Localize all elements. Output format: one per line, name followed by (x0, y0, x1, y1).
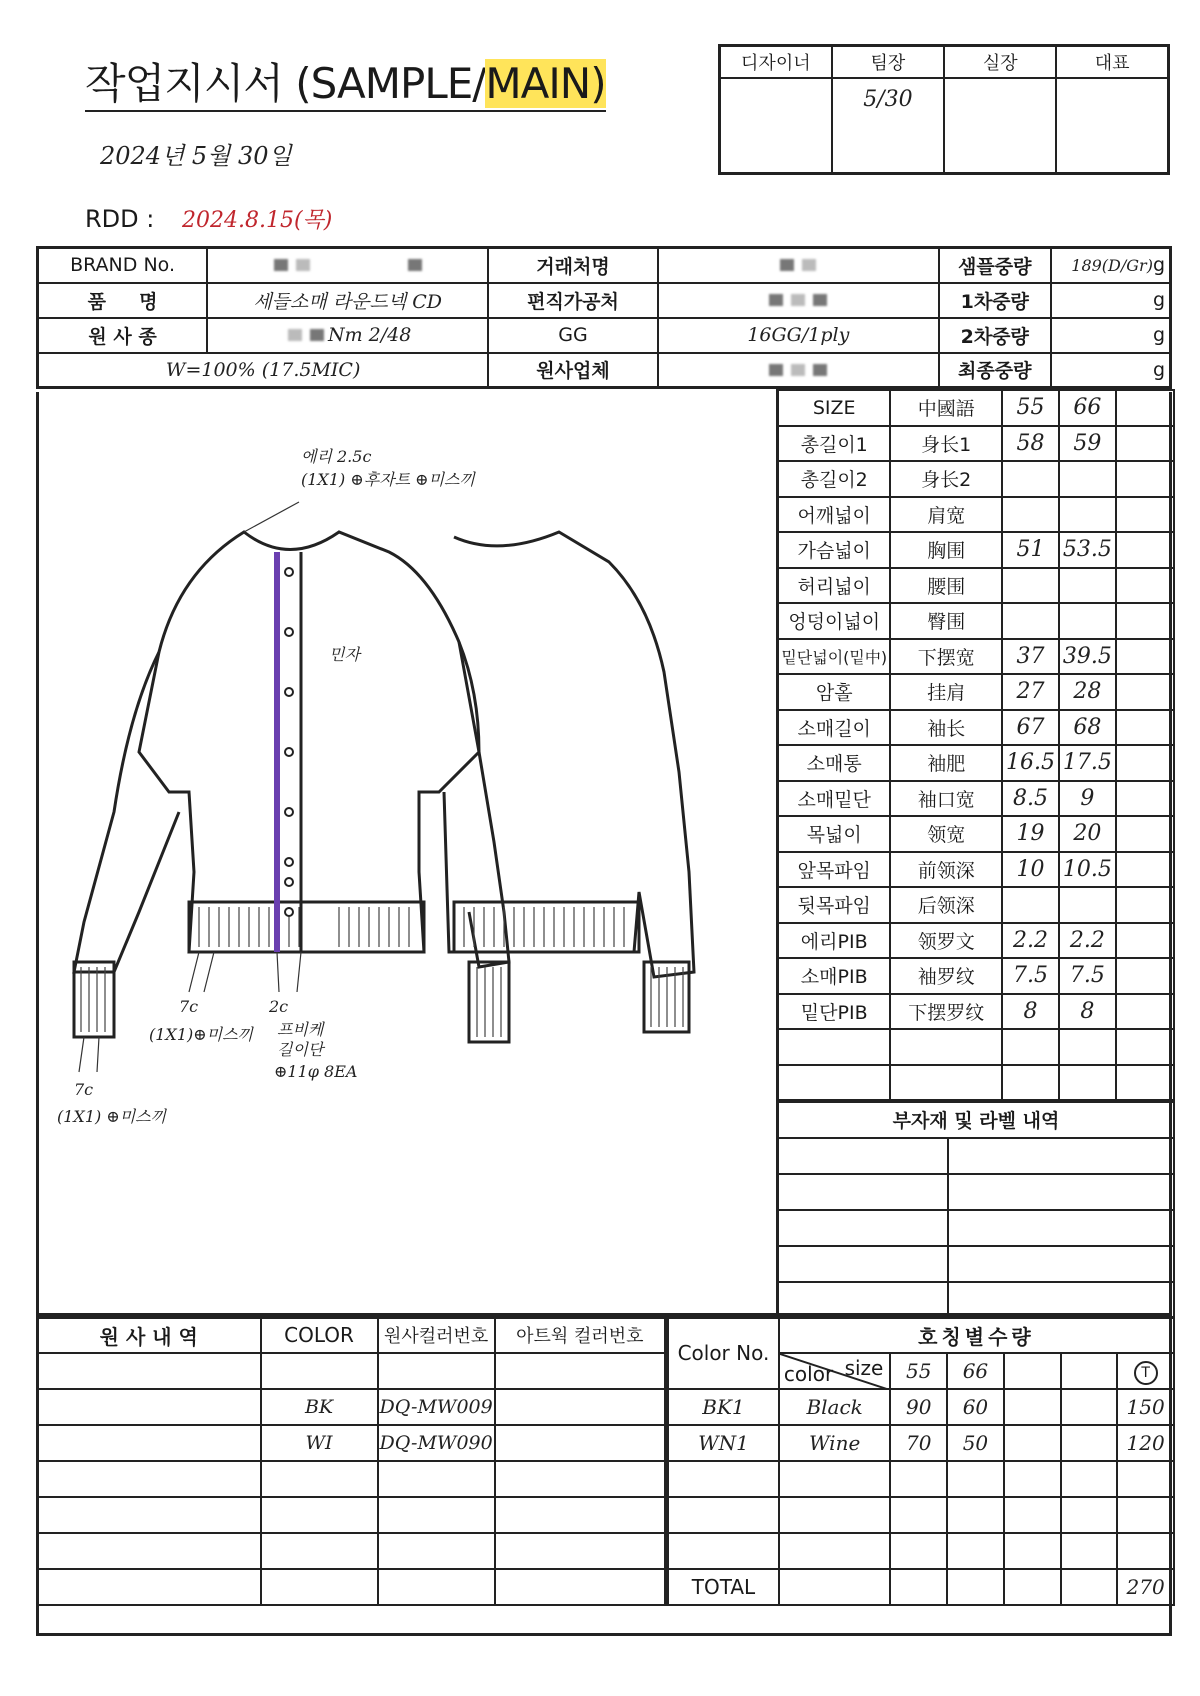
rdd-label: RDD : (85, 205, 155, 233)
accessory-detail[interactable] (948, 1174, 1175, 1210)
spec-value-55[interactable]: 58 (1002, 426, 1059, 462)
qty-extra[interactable] (1004, 1497, 1061, 1533)
spec-label: 가슴넓이 (778, 532, 891, 568)
yarn-desc[interactable] (37, 1461, 261, 1497)
spec-label (778, 1029, 891, 1065)
spec-label-cn: 袖口宽 (890, 781, 1002, 817)
buttons-annotation: ⊕11φ 8EA (274, 1062, 358, 1081)
client-label: 거래처명 (488, 248, 657, 283)
size-axis-label: size (844, 1356, 884, 1380)
color-axis-label: color (783, 1362, 834, 1386)
spec-value-55[interactable] (1002, 603, 1059, 639)
accessory-item[interactable] (778, 1210, 948, 1246)
spec-label-cn: 领罗文 (890, 923, 1002, 959)
spec-label: 총길이2 (778, 461, 891, 497)
spec-value-66[interactable] (1059, 1065, 1116, 1101)
title-text: 작업지시서 (SAMPLE/ (85, 59, 486, 108)
artwork-color-no[interactable] (495, 1425, 665, 1461)
artwork-color-no[interactable] (495, 1569, 665, 1605)
client-value (658, 248, 939, 283)
gg-label: GG (488, 318, 657, 353)
knitting-value (658, 283, 939, 318)
yarn-type-value[interactable] (207, 318, 488, 353)
artwork-color-no[interactable] (495, 1389, 665, 1425)
size-spec-table (776, 389, 1175, 1101)
spec-label-cn: 袖肥 (890, 745, 1002, 781)
main-section (36, 392, 1172, 1316)
spec-row (778, 532, 1175, 568)
qty-66[interactable] (947, 1497, 1004, 1533)
qty-size-blank (1004, 1353, 1061, 1389)
yarn-color-no[interactable] (378, 1569, 495, 1605)
qty-color-name[interactable] (779, 1497, 890, 1533)
qty-row-total[interactable]: 120 (1117, 1425, 1174, 1461)
spec-row (778, 887, 1175, 923)
approval-ceo-signature[interactable] (1056, 78, 1168, 174)
spec-row (778, 852, 1175, 888)
spec-label: 암홀 (778, 674, 891, 710)
placket-annotation: 2c (269, 997, 289, 1016)
spec-row (778, 497, 1175, 533)
yarn-color[interactable]: BK (261, 1389, 378, 1425)
accessory-detail[interactable] (948, 1246, 1175, 1282)
final-weight-value[interactable]: g (1051, 353, 1171, 388)
accessory-row (778, 1282, 1175, 1318)
sample-weight-value[interactable] (1051, 248, 1171, 283)
rdd-field (85, 203, 332, 234)
qty-extra[interactable] (1061, 1425, 1118, 1461)
spec-label: 어깨넓이 (778, 497, 891, 533)
qty-extra[interactable] (1061, 1389, 1118, 1425)
cuff-detail-annotation: (1X1) ⊕미스끼 (57, 1107, 167, 1126)
yarn-details-header: 원 사 내 역 (37, 1317, 261, 1353)
unit-g: g (1152, 254, 1165, 277)
spec-row (778, 461, 1175, 497)
spec-value-66[interactable] (1059, 887, 1116, 923)
qty-row-total[interactable]: 150 (1117, 1389, 1174, 1425)
spec-label-cn: 挂肩 (890, 674, 1002, 710)
qty-55[interactable] (890, 1497, 947, 1533)
spec-row (778, 816, 1175, 852)
spec-value-extra[interactable] (1116, 1065, 1174, 1101)
yarn-desc[interactable] (37, 1497, 261, 1533)
yarn-color[interactable] (261, 1497, 378, 1533)
yarn-row (37, 1569, 665, 1605)
document-date: 2024년 5월 30일 (100, 142, 292, 170)
artwork-color-no-header: 아트웍 컬러번호 (495, 1317, 665, 1353)
spec-value-55[interactable]: 19 (1002, 816, 1059, 852)
yarn-color-no[interactable]: DQ-MW009 (378, 1389, 495, 1425)
spec-value-66[interactable]: 7.5 (1059, 958, 1116, 994)
spec-value-66[interactable]: 8 (1059, 994, 1116, 1030)
qty-color-no[interactable]: BK1 (668, 1389, 779, 1425)
accessory-item[interactable] (778, 1282, 948, 1318)
qty-55[interactable] (890, 1533, 947, 1569)
qty-size-blank (1061, 1353, 1118, 1389)
yarn-row (37, 1497, 665, 1533)
accessory-detail[interactable] (948, 1210, 1175, 1246)
spec-value-extra[interactable] (1116, 923, 1174, 959)
yarn-type-text: Nm 2/48 (328, 324, 412, 346)
garment-sketch (39, 392, 779, 1312)
artwork-color-no[interactable] (495, 1353, 665, 1389)
spec-row (778, 568, 1175, 604)
spec-row (778, 745, 1175, 781)
first-weight-label: 1차중량 (939, 283, 1051, 318)
spec-value-55[interactable] (1002, 497, 1059, 533)
qty-row (668, 1461, 1175, 1497)
placket-detail1-annotation: 프비케 (277, 1020, 324, 1039)
spec-row (778, 958, 1175, 994)
spec-value-extra[interactable] (1116, 639, 1174, 675)
yarn-row (37, 1425, 665, 1461)
yarn-vendor-label: 원사업체 (488, 353, 657, 388)
artwork-color-no[interactable] (495, 1497, 665, 1533)
qty-row (668, 1425, 1175, 1461)
cardigan-illustration (39, 392, 779, 1312)
spec-value-extra[interactable] (1116, 745, 1174, 781)
spec-row (778, 603, 1175, 639)
collar-detail-annotation: (1X1) ⊕후자트 ⊕미스끼 (301, 470, 475, 489)
yarn-color-no[interactable] (378, 1533, 495, 1569)
accessory-row (778, 1138, 1175, 1174)
grand-total-value[interactable]: 270 (1117, 1569, 1174, 1605)
hem-detail-annotation: (1X1)⊕미스끼 (149, 1025, 254, 1044)
spec-label-cn: 肩宽 (890, 497, 1002, 533)
yarn-color[interactable]: WI (261, 1425, 378, 1461)
spec-value-66[interactable] (1059, 603, 1116, 639)
spec-value-extra[interactable] (1116, 426, 1174, 462)
yarn-color-no[interactable] (378, 1353, 495, 1389)
approval-designer-signature[interactable] (720, 78, 832, 174)
spec-value-55[interactable] (1002, 1065, 1059, 1101)
yarn-color[interactable] (261, 1569, 378, 1605)
artwork-color-no[interactable] (495, 1533, 665, 1569)
color-header: COLOR (261, 1317, 378, 1353)
collar-annotation: 에리 2.5c (301, 447, 372, 466)
spec-row (778, 710, 1175, 746)
yarn-desc[interactable] (37, 1569, 261, 1605)
document-title (85, 58, 606, 112)
spec-value-extra[interactable] (1116, 710, 1174, 746)
qty-color-name[interactable]: Black (779, 1389, 890, 1425)
accessory-item[interactable] (778, 1246, 948, 1282)
qty-55[interactable] (890, 1461, 947, 1497)
qty-total-row (668, 1569, 1175, 1605)
qty-color-no[interactable] (668, 1461, 779, 1497)
spec-label: 소매PIB (778, 958, 891, 994)
qty-row-total[interactable] (1117, 1497, 1174, 1533)
spec-label-cn: 后领深 (890, 887, 1002, 923)
rdd-value: 2024.8.15(목) (182, 208, 333, 233)
approval-ceo-label: 대표 (1056, 46, 1168, 78)
spec-label-cn: 袖罗纹 (890, 958, 1002, 994)
spec-value-extra[interactable] (1116, 568, 1174, 604)
spec-label (778, 1065, 891, 1101)
qty-row-total[interactable] (1117, 1533, 1174, 1569)
approval-teamlead-signature[interactable]: 5/30 (832, 78, 944, 174)
spec-value-66[interactable]: 10.5 (1059, 852, 1116, 888)
qty-size-55: 55 (890, 1353, 947, 1389)
qty-color-no[interactable] (668, 1497, 779, 1533)
spec-row (778, 994, 1175, 1030)
qty-55[interactable]: 90 (890, 1389, 947, 1425)
spec-label-cn: 领宽 (890, 816, 1002, 852)
color-no-header: Color No. (668, 1317, 779, 1389)
spec-value-55[interactable]: 67 (1002, 710, 1059, 746)
yarn-row (37, 1533, 665, 1569)
spec-value-66[interactable]: 68 (1059, 710, 1116, 746)
spec-label: 소매밑단 (778, 781, 891, 817)
spec-label: 뒷목파임 (778, 887, 891, 923)
spec-value-66[interactable]: 39.5 (1059, 639, 1116, 675)
spec-row (778, 674, 1175, 710)
accessory-item[interactable] (778, 1138, 948, 1174)
spec-row (778, 1029, 1175, 1065)
approval-manager-signature[interactable] (944, 78, 1056, 174)
spec-label-cn: 前领深 (890, 852, 1002, 888)
spec-label: 엉덩이넓이 (778, 603, 891, 639)
sample-weight-label: 샘플중량 (939, 248, 1051, 283)
cuff-annotation: 7c (74, 1080, 94, 1099)
yarn-color-no-header: 원사컬러번호 (378, 1317, 495, 1353)
spec-value-55[interactable]: 10 (1002, 852, 1059, 888)
product-info-table (36, 246, 1172, 389)
spec-value-extra[interactable] (1116, 603, 1174, 639)
spec-label: 밑단넓이(밑中) (778, 639, 891, 675)
qty-66[interactable]: 50 (947, 1425, 1004, 1461)
brand-no-label: BRAND No. (38, 248, 208, 283)
spec-value-extra[interactable] (1116, 852, 1174, 888)
qty-row (668, 1497, 1175, 1533)
size-55-header: 55 (1002, 390, 1059, 426)
spec-label-cn: 腰围 (890, 568, 1002, 604)
qty-color-name[interactable]: Wine (779, 1425, 890, 1461)
total-column-header (1117, 1353, 1174, 1389)
spec-value-55[interactable]: 8 (1002, 994, 1059, 1030)
spec-row (778, 1065, 1175, 1101)
body-annotation: 민자 (329, 645, 360, 664)
yarn-color-no[interactable]: DQ-MW090 (378, 1425, 495, 1461)
qty-color-no[interactable]: WN1 (668, 1425, 779, 1461)
spec-value-55[interactable]: 7.5 (1002, 958, 1059, 994)
spec-value-extra[interactable] (1116, 1029, 1174, 1065)
total-label: TOTAL (668, 1569, 779, 1605)
yarn-color-no[interactable] (378, 1497, 495, 1533)
approval-box (718, 44, 1170, 175)
quantity-by-size-table (666, 1316, 1175, 1606)
qty-extra[interactable] (1004, 1425, 1061, 1461)
accessory-row (778, 1174, 1175, 1210)
spec-value-55[interactable]: 2.2 (1002, 923, 1059, 959)
qty-color-name[interactable] (779, 1461, 890, 1497)
product-name-value[interactable]: 세들소매 라운드넥 CD (207, 283, 488, 318)
qty-size-66: 66 (947, 1353, 1004, 1389)
spec-row (778, 426, 1175, 462)
qty-66[interactable] (947, 1533, 1004, 1569)
spec-value-66[interactable] (1059, 461, 1116, 497)
spec-value-extra[interactable] (1116, 958, 1174, 994)
spec-row (778, 923, 1175, 959)
spec-label-cn: 身长1 (890, 426, 1002, 462)
sample-weight-text: 189(D/Gr) (1071, 256, 1153, 276)
first-weight-value[interactable]: g (1051, 283, 1171, 318)
spec-value-55[interactable] (1002, 461, 1059, 497)
yarn-details-table (36, 1316, 666, 1606)
bottom-section (36, 1316, 1172, 1636)
yarn-color[interactable] (261, 1353, 378, 1389)
spec-value-55[interactable]: 27 (1002, 674, 1059, 710)
composition-value[interactable]: W=100% (17.5MIC) (38, 353, 489, 388)
qty-extra[interactable] (1004, 1389, 1061, 1425)
approval-designer-label: 디자이너 (720, 46, 832, 78)
spec-row (778, 639, 1175, 675)
qty-66[interactable] (947, 1461, 1004, 1497)
placket-detail2-annotation: 길이단 (277, 1040, 324, 1059)
size-header-row (778, 390, 1175, 426)
approval-manager-label: 실장 (944, 46, 1056, 78)
total-t-icon: T (1134, 1361, 1158, 1385)
yarn-desc[interactable] (37, 1389, 261, 1425)
spec-label-cn: 下摆罗纹 (890, 994, 1002, 1030)
hem-annotation: 7c (179, 997, 199, 1016)
accessories-title: 부자재 및 라벨 내역 (778, 1102, 1175, 1138)
qty-extra[interactable] (1061, 1461, 1118, 1497)
qty-color-no[interactable] (668, 1533, 779, 1569)
spec-value-66[interactable] (1059, 568, 1116, 604)
knitting-label: 편직가공처 (488, 283, 657, 318)
yarn-color-no[interactable] (378, 1461, 495, 1497)
qty-row (668, 1533, 1175, 1569)
yarn-row (37, 1389, 665, 1425)
qty-55[interactable]: 70 (890, 1425, 947, 1461)
spec-value-66[interactable] (1059, 497, 1116, 533)
spec-label: 소매길이 (778, 710, 891, 746)
spec-label-cn: 身长2 (890, 461, 1002, 497)
yarn-type-label: 원 사 종 (38, 318, 208, 353)
spec-value-extra[interactable] (1116, 461, 1174, 497)
yarn-desc[interactable] (37, 1353, 261, 1389)
spec-value-66[interactable]: 17.5 (1059, 745, 1116, 781)
accessory-detail[interactable] (948, 1282, 1175, 1318)
spec-label: 허리넓이 (778, 568, 891, 604)
qty-extra[interactable] (1004, 1461, 1061, 1497)
spec-row (778, 781, 1175, 817)
spec-label: 총길이1 (778, 426, 891, 462)
size-extra-header (1116, 390, 1174, 426)
size-header-label: SIZE (778, 390, 891, 426)
second-weight-value[interactable]: g (1051, 318, 1171, 353)
qty-row (668, 1389, 1175, 1425)
spec-value-66[interactable]: 9 (1059, 781, 1116, 817)
spec-label-cn (890, 1029, 1002, 1065)
title-highlight: MAIN) (485, 59, 606, 108)
spec-value-66[interactable]: 20 (1059, 816, 1116, 852)
yarn-row (37, 1461, 665, 1497)
yarn-color[interactable] (261, 1461, 378, 1497)
spec-value-55[interactable]: 8.5 (1002, 781, 1059, 817)
accessory-item[interactable] (778, 1174, 948, 1210)
gg-value[interactable]: 16GG/1ply (658, 318, 939, 353)
qty-extra[interactable] (1061, 1497, 1118, 1533)
spec-label: 앞목파임 (778, 852, 891, 888)
spec-label: 소매통 (778, 745, 891, 781)
spec-value-66[interactable]: 28 (1059, 674, 1116, 710)
spec-label: 목넓이 (778, 816, 891, 852)
quantity-title: 호칭별수량 (779, 1317, 1174, 1353)
spec-value-55[interactable] (1002, 1029, 1059, 1065)
artwork-color-no[interactable] (495, 1461, 665, 1497)
spec-value-66[interactable]: 53.5 (1059, 532, 1116, 568)
spec-value-55[interactable] (1002, 887, 1059, 923)
second-weight-label: 2차중량 (939, 318, 1051, 353)
qty-color-name[interactable] (779, 1533, 890, 1569)
size-color-diagonal-header (779, 1353, 890, 1389)
qty-row-total[interactable] (1117, 1461, 1174, 1497)
accessory-row (778, 1210, 1175, 1246)
spec-value-66[interactable]: 59 (1059, 426, 1116, 462)
spec-value-extra[interactable] (1116, 781, 1174, 817)
spec-value-extra[interactable] (1116, 887, 1174, 923)
spec-value-extra[interactable] (1116, 816, 1174, 852)
size-66-header: 66 (1059, 390, 1116, 426)
yarn-vendor-value (658, 353, 939, 388)
spec-value-66[interactable] (1059, 1029, 1116, 1065)
spec-value-55[interactable] (1002, 568, 1059, 604)
product-name-label: 품 명 (38, 283, 208, 318)
qty-66[interactable]: 60 (947, 1389, 1004, 1425)
spec-label: 밑단PIB (778, 994, 891, 1030)
spec-value-extra[interactable] (1116, 994, 1174, 1030)
spec-value-extra[interactable] (1116, 674, 1174, 710)
spec-label-cn: 袖长 (890, 710, 1002, 746)
qty-extra[interactable] (1004, 1533, 1061, 1569)
spec-label-cn: 下摆宽 (890, 639, 1002, 675)
yarn-color[interactable] (261, 1533, 378, 1569)
spec-label-cn: 胸围 (890, 532, 1002, 568)
final-weight-label: 최종중량 (939, 353, 1051, 388)
spec-value-55[interactable]: 16.5 (1002, 745, 1059, 781)
chinese-header-label: 中國語 (890, 390, 1002, 426)
spec-label: 에리PIB (778, 923, 891, 959)
accessory-row (778, 1246, 1175, 1282)
spec-value-55[interactable]: 37 (1002, 639, 1059, 675)
spec-value-extra[interactable] (1116, 532, 1174, 568)
spec-label-cn: 臀围 (890, 603, 1002, 639)
spec-value-55[interactable]: 51 (1002, 532, 1059, 568)
qty-extra[interactable] (1061, 1533, 1118, 1569)
yarn-desc[interactable] (37, 1533, 261, 1569)
spec-value-66[interactable]: 2.2 (1059, 923, 1116, 959)
accessories-label-table (776, 1100, 1175, 1319)
spec-label-cn (890, 1065, 1002, 1101)
yarn-desc[interactable] (37, 1425, 261, 1461)
accessory-detail[interactable] (948, 1138, 1175, 1174)
brand-no-value (207, 248, 488, 283)
spec-value-extra[interactable] (1116, 497, 1174, 533)
yarn-row (37, 1353, 665, 1389)
approval-teamlead-label: 팀장 (832, 46, 944, 78)
